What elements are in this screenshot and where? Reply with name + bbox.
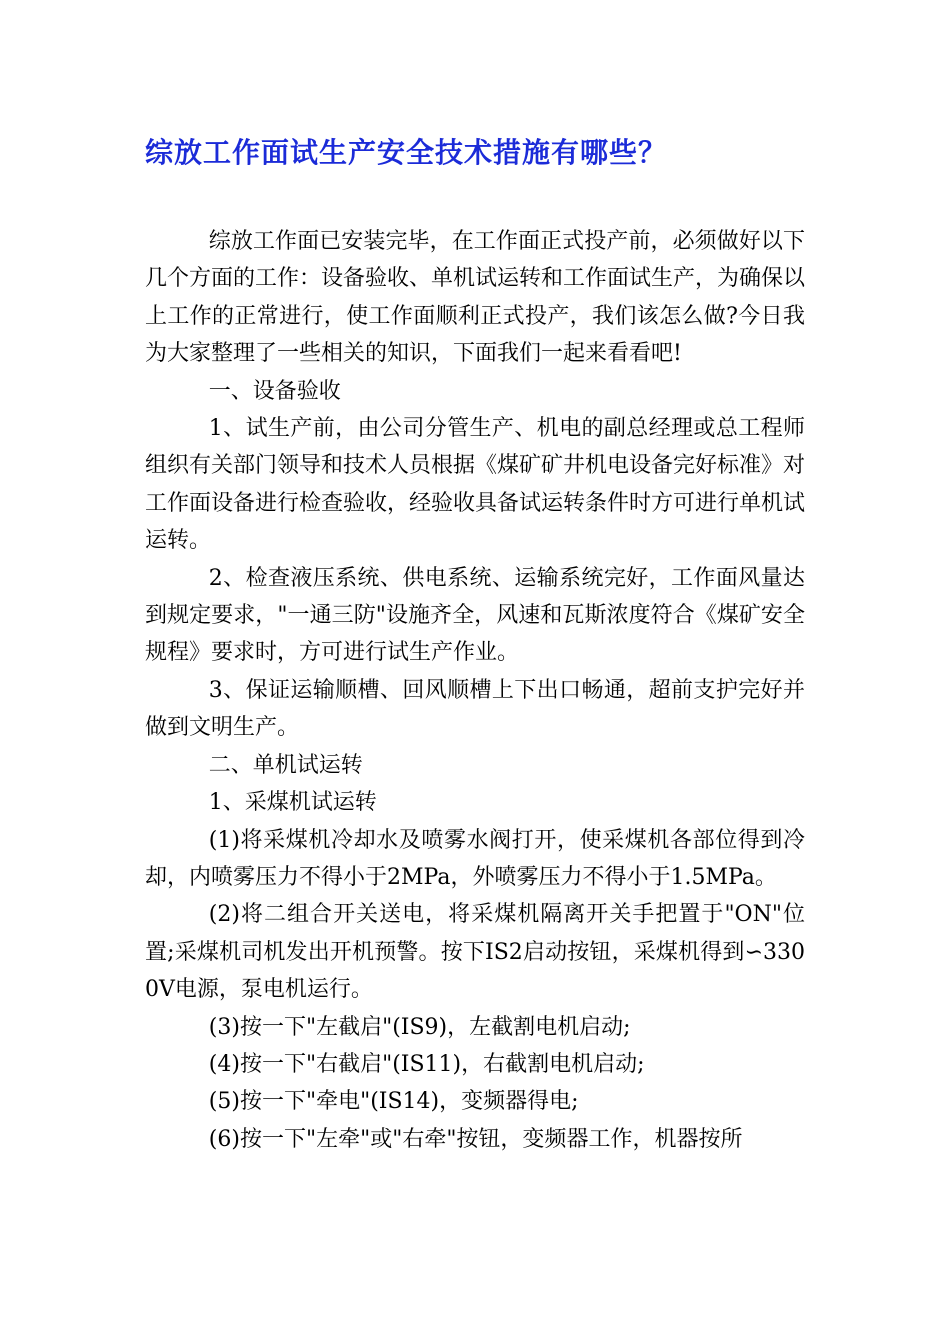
subsection-heading-shearer-test: 1、采煤机试运转 xyxy=(208,790,377,816)
body-paragraph: (1)将采煤机冷却水及喷雾水阀打开，使采煤机各部位得到冷却，内喷雾压力不得小于2MPa，外喷雾压力不得小于1.5MPa。 xyxy=(145,827,805,890)
section-heading-equipment-acceptance: 一、设备验收 xyxy=(208,378,341,404)
intro-paragraph: 综放工作面已安装完毕，在工作面正式投产前，必须做好以下几个方面的工作：设备验收、单机试运转和工作面试生产，为确保以上工作的正常进行，使工作面顺利正式投产，我们该怎么做?今日我为大家整理了一些相关的知识，下面我们一起来看看吧! xyxy=(145,229,806,367)
step-item: (6)按一下"左牵"或"右牵"按钮，变频器工作，机器按所 xyxy=(208,1126,743,1152)
body-paragraph: 2、检查液压系统、供电系统、运输系统完好，工作面风量达到规定要求，"一通三防"设施齐全，风速和瓦斯浓度符合《煤矿安全规程》要求时，方可进行试生产作业。 xyxy=(145,565,805,666)
body-paragraph: 1、试生产前，由公司分管生产、机电的副总经理或总工程师组织有关部门领导和技术人员根据《煤矿矿井机电设备完好标准》对工作面设备进行检查验收，经验收具备试运转条件时方可进行单机试运转。 xyxy=(145,416,806,554)
body-paragraph: 3、保证运输顺槽、回风顺槽上下出口畅通，超前支护完好并做到文明生产。 xyxy=(145,677,805,741)
section-heading-single-machine-test: 二、单机试运转 xyxy=(208,752,363,778)
document-title: 综放工作面试生产安全技术措施有哪些？ xyxy=(145,136,668,169)
step-item: (3)按一下"左截启"(IS9)，左截割电机启动; xyxy=(208,1014,631,1040)
step-item: (5)按一下"牵电"(IS14)，变频器得电; xyxy=(208,1089,579,1115)
step-item: (4)按一下"右截启"(IS11)，右截割电机启动; xyxy=(208,1051,645,1077)
body-paragraph: (2)将二组合开关送电，将采煤机隔离开关手把置于"ON"位置;采煤机司机发出开机预警。按下IS2启动按钮，采煤机得到∽3300V电源，泵电机运行。 xyxy=(145,902,805,1003)
document-body xyxy=(145,223,805,1158)
